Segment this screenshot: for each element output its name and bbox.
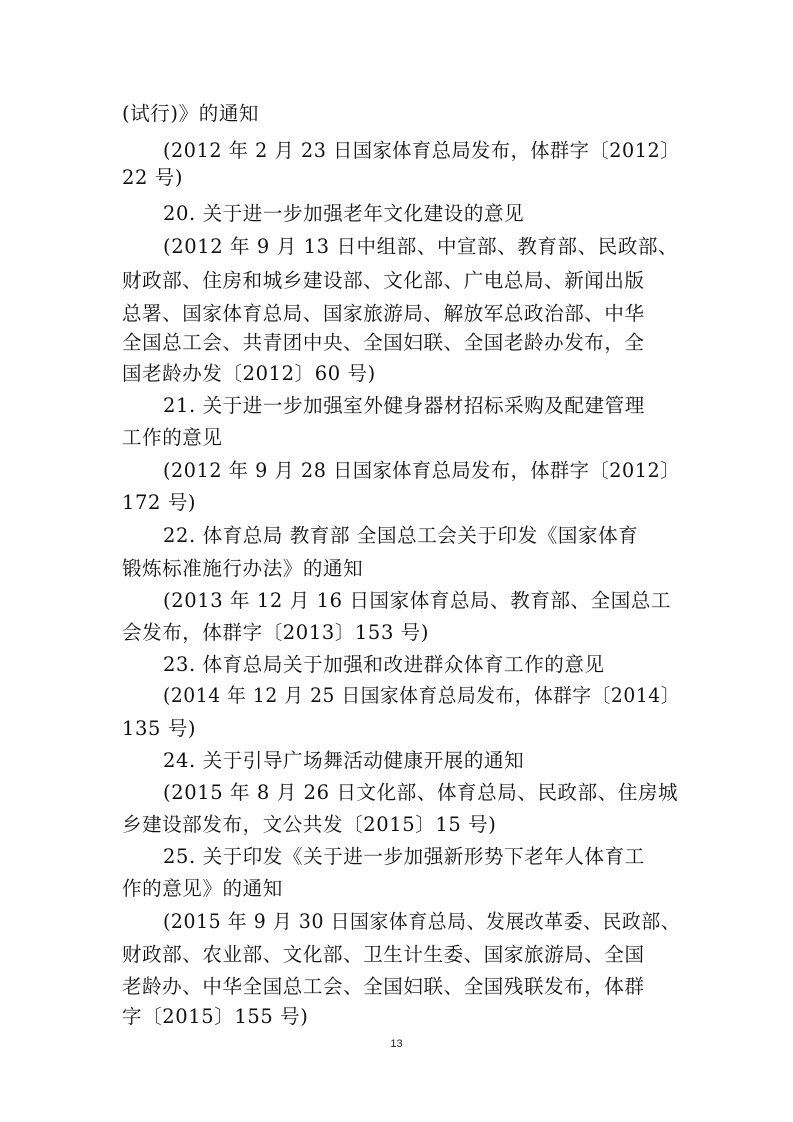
text-line: 172 号) [122, 491, 197, 514]
text-line: (2012 年 9 月 28 日国家体育总局发布，体群字〔2012〕 [163, 459, 680, 482]
text-line: 字〔2015〕155 号) [122, 1005, 309, 1028]
text-line: 国老龄办发〔2012〕60 号) [122, 362, 376, 385]
text-line: (2012 年 2 月 23 日国家体育总局发布，体群字〔2012〕 [163, 139, 680, 162]
text-line: 20. 关于进一步加强老年文化建设的意见 [163, 202, 525, 225]
text-line: 老龄办、中华全国总工会、全国妇联、全国残联发布，体群 [122, 975, 645, 998]
text-line: 22. 体育总局 教育部 全国总工会关于印发《国家体育 [163, 524, 639, 547]
text-line: 作的意见》的通知 [122, 877, 283, 900]
text-line: (2015 年 8 月 26 日文化部、体育总局、民政部、住房城 [163, 781, 679, 804]
text-line: 锻炼标准施行办法》的通知 [122, 557, 364, 580]
text-line: 财政部、农业部、文化部、卫生计生委、国家旅游局、全国 [122, 943, 645, 966]
text-line: (2012 年 9 月 13 日中组部、中宣部、教育部、民政部、 [163, 235, 679, 258]
text-line: 财政部、住房和城乡建设部、文化部、广电总局、新闻出版 [122, 269, 645, 292]
text-line: 24. 关于引导广场舞活动健康开展的通知 [163, 749, 525, 772]
text-line: (2013 年 12 月 16 日国家体育总局、教育部、全国总工 [163, 589, 672, 612]
text-line: 21. 关于进一步加强室外健身器材招标采购及配建管理 [163, 394, 645, 417]
page-number: 13 [390, 1038, 403, 1050]
text-line: (2014 年 12 月 25 日国家体育总局发布，体群字〔2014〕 [163, 684, 680, 707]
text-line: 23. 体育总局关于加强和改进群众体育工作的意见 [163, 653, 605, 676]
text-line: (2015 年 9 月 30 日国家体育总局、发展改革委、民政部、 [163, 910, 681, 933]
text-line: (试行)》的通知 [122, 102, 260, 125]
text-line: 22 号) [122, 166, 184, 189]
text-line: 25. 关于印发《关于进一步加强新形势下老年人体育工 [163, 845, 645, 868]
text-line: 工作的意见 [122, 426, 223, 449]
text-line: 135 号) [122, 717, 197, 740]
text-line: 全国总工会、共青团中央、全国妇联、全国老龄办发布，全 [122, 331, 645, 354]
text-line: 总署、国家体育总局、国家旅游局、解放军总政治部、中华 [122, 302, 645, 325]
text-line: 乡建设部发布，文公共发〔2015〕15 号) [122, 813, 497, 836]
text-line: 会发布，体群字〔2013〕153 号) [122, 621, 430, 644]
